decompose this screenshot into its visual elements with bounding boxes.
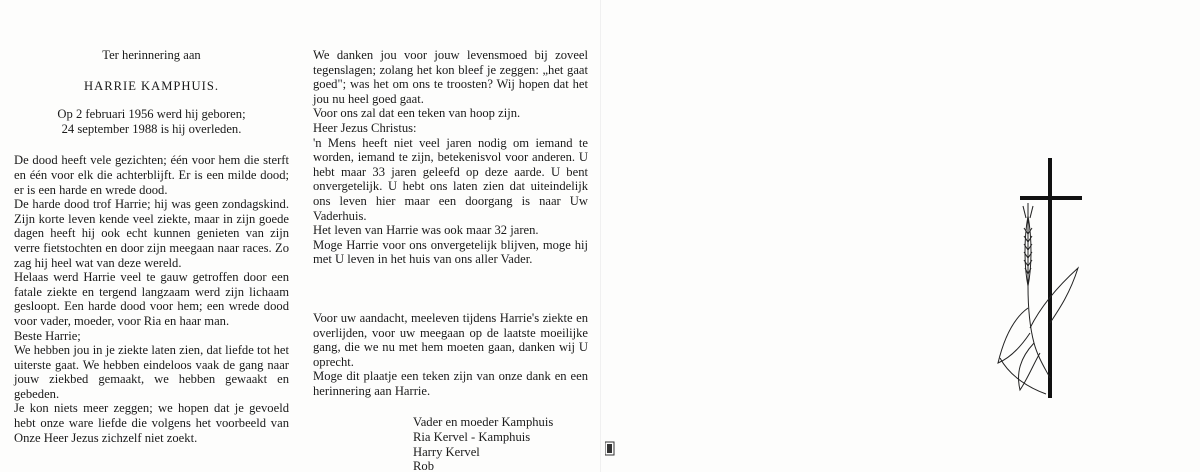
paragraph: 'n Mens heeft niet veel jaren nodig om iemand te worden, iemand te zijn, betekenisvol voor anderen. U hebt maar 33 jaren geleefd op deze aarde. U bent onvergetelijk. U hebt ons laten zien dat uiteindelijk ons leven hier maar een doorgang is naar Uw Vaderhuis. <box>313 135 588 223</box>
birth-line: Op 2 februari 1956 werd hij geboren; <box>57 107 246 122</box>
printer-logo-icon <box>605 441 665 457</box>
paragraph: Het leven van Harrie was ook maar 32 jaren. <box>313 223 539 238</box>
left-panel <box>14 48 289 445</box>
life-dates <box>14 107 289 136</box>
paragraph: Heer Jezus Christus: <box>313 120 417 135</box>
signature-line: Harry Kervel <box>413 444 480 459</box>
paragraph: Je kon niets meer zeggen; we hopen dat je gevoeld hebt onze ware liefde die volgens het voorbeeld van Onze Heer Jezus zichzelf niet zoekt. <box>14 401 289 445</box>
paragraph: Helaas werd Harrie veel te gauw getroffen door een fatale ziekte en tergend langzaam werd zijn lichaam gesloopt. Een harde dood voor hem; een wrede dood voor vader, moeder, voor Ria en haar man. <box>14 270 289 328</box>
paragraph: Voor ons zal dat een teken van hoop zijn. <box>313 106 521 121</box>
signature-line: Rob <box>413 459 434 474</box>
fold-line <box>600 0 601 472</box>
paragraph: Moge Harrie voor ons onvergetelijk blijven, moge hij met U leven in het huis van ons aller Vader. <box>313 237 588 267</box>
middle-panel <box>313 48 588 474</box>
deceased-name: HARRIE KAMPHUIS. <box>84 78 219 93</box>
paragraph: De dood heeft vele gezichten; één voor hem die sterft en één voor elk die achterblijft. Er is een milde dood; er is een harde en wrede dood. <box>14 153 289 197</box>
paragraph: Beste Harrie; <box>14 328 81 343</box>
paragraph: Moge dit plaatje een teken zijn van onze dank en een herinnering aan Harrie. <box>313 369 588 398</box>
paragraph: De harde dood trof Harrie; hij was geen zondagskind. Zijn korte leven kende veel ziekte, maar in zijn goede dagen heeft hij ook echt kunnen genieten van zijn verre fietstochten en door zijn meegaan naar races. Zo zag hij heel wat van deze wereld. <box>14 197 289 270</box>
signature-line: Vader en moeder Kamphuis <box>413 415 554 430</box>
cross-with-wheat-icon <box>990 158 1100 418</box>
death-line: 24 september 1988 is hij overleden. <box>61 121 242 136</box>
signature-line: Ria Kervel - Kamphuis <box>413 430 531 445</box>
left-body-text <box>14 153 289 445</box>
signatures <box>413 415 588 473</box>
paragraph: Voor uw aandacht, meeleven tijdens Harrie's ziekte en overlijden, voor uw meegaan op de laatste moeilijke gang, die we nu met hem moeten gaan, danken wij U oprecht. <box>313 310 588 369</box>
intro-line: Ter herinnering aan <box>102 48 201 62</box>
paragraph: We danken jou voor jouw levensmoed bij zoveel tegenslagen; zolang het kon bleef je zeggen: „het gaat goed"; was het om ons te troosten? Wij hopen dat het jou nu heel goed gaat. <box>313 48 588 106</box>
thanks-text <box>313 311 588 399</box>
paragraph: We hebben jou in je ziekte laten zien, dat liefde tot het uiterste gaat. We hebben eindeloos vaak de gang naar jouw ziekbed gemaakt, we hebben gewaakt en gebeden. <box>14 343 289 401</box>
